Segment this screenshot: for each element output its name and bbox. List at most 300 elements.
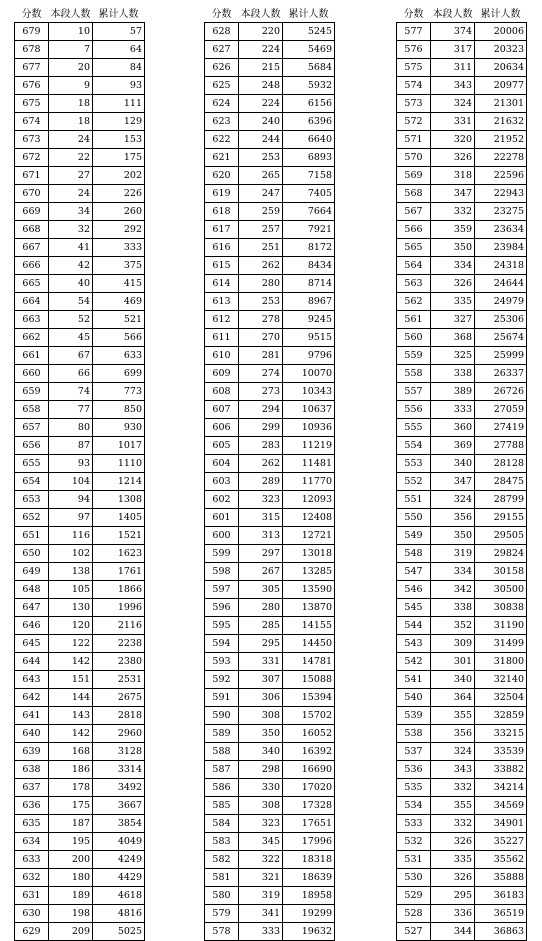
table-row bbox=[205, 725, 335, 743]
cumulative-count-cell: 1521 bbox=[93, 527, 145, 545]
score-cell: 584 bbox=[205, 815, 239, 833]
score-cell: 673 bbox=[15, 131, 49, 149]
score-cell: 655 bbox=[15, 455, 49, 473]
cumulative-count-cell: 22596 bbox=[475, 167, 527, 185]
segment-count-cell: 317 bbox=[431, 41, 475, 59]
table-row bbox=[205, 923, 335, 941]
segment-count-cell: 369 bbox=[431, 437, 475, 455]
cumulative-count-cell: 33215 bbox=[475, 725, 527, 743]
score-cell: 535 bbox=[397, 779, 431, 797]
cumulative-count-cell: 28799 bbox=[475, 491, 527, 509]
segment-count-cell: 330 bbox=[239, 779, 283, 797]
segment-count-cell: 280 bbox=[239, 275, 283, 293]
segment-count-cell: 122 bbox=[49, 635, 93, 653]
cumulative-count-cell: 153 bbox=[93, 131, 145, 149]
score-cell: 618 bbox=[205, 203, 239, 221]
cumulative-count-cell: 23634 bbox=[475, 221, 527, 239]
table-row bbox=[397, 527, 527, 545]
table-row bbox=[397, 761, 527, 779]
cumulative-count-cell: 13018 bbox=[283, 545, 335, 563]
score-cell: 534 bbox=[397, 797, 431, 815]
table-row bbox=[205, 887, 335, 905]
score-cell: 597 bbox=[205, 581, 239, 599]
segment-count-cell: 319 bbox=[431, 545, 475, 563]
table-row bbox=[397, 239, 527, 257]
score-cell: 608 bbox=[205, 383, 239, 401]
cumulative-count-cell: 11219 bbox=[283, 437, 335, 455]
score-cell: 554 bbox=[397, 437, 431, 455]
score-cell: 674 bbox=[15, 113, 49, 131]
segment-count-cell: 20 bbox=[49, 59, 93, 77]
segment-count-cell: 80 bbox=[49, 419, 93, 437]
score-cell: 602 bbox=[205, 491, 239, 509]
cumulative-count-cell: 8172 bbox=[283, 239, 335, 257]
cumulative-count-cell: 10936 bbox=[283, 419, 335, 437]
score-cell: 569 bbox=[397, 167, 431, 185]
table-row bbox=[205, 527, 335, 545]
table-row bbox=[205, 653, 335, 671]
cumulative-count-cell: 32504 bbox=[475, 689, 527, 707]
table-row bbox=[397, 563, 527, 581]
cumulative-count-cell: 34901 bbox=[475, 815, 527, 833]
cumulative-count-cell: 31190 bbox=[475, 617, 527, 635]
table-row bbox=[205, 815, 335, 833]
score-cell: 647 bbox=[15, 599, 49, 617]
segment-count-cell: 332 bbox=[431, 815, 475, 833]
cumulative-count-cell: 30500 bbox=[475, 581, 527, 599]
table-row bbox=[205, 383, 335, 401]
table-row bbox=[205, 275, 335, 293]
score-cell: 546 bbox=[397, 581, 431, 599]
segment-count-cell: 187 bbox=[49, 815, 93, 833]
score-cell: 549 bbox=[397, 527, 431, 545]
segment-count-cell: 333 bbox=[239, 923, 283, 941]
score-cell: 579 bbox=[205, 905, 239, 923]
score-cell: 571 bbox=[397, 131, 431, 149]
score-cell: 563 bbox=[397, 275, 431, 293]
cumulative-count-cell: 13870 bbox=[283, 599, 335, 617]
cumulative-count-cell: 17651 bbox=[283, 815, 335, 833]
score-cell: 576 bbox=[397, 41, 431, 59]
table-row bbox=[205, 401, 335, 419]
segment-count-cell: 270 bbox=[239, 329, 283, 347]
segment-count-cell: 289 bbox=[239, 473, 283, 491]
segment-count-cell: 257 bbox=[239, 221, 283, 239]
segment-count-cell: 340 bbox=[239, 743, 283, 761]
segment-count-cell: 295 bbox=[431, 887, 475, 905]
table-row bbox=[15, 491, 145, 509]
segment-count-cell: 224 bbox=[239, 41, 283, 59]
cumulative-count-cell: 34569 bbox=[475, 797, 527, 815]
segment-count-cell: 324 bbox=[431, 743, 475, 761]
table-row bbox=[397, 653, 527, 671]
score-cell: 573 bbox=[397, 95, 431, 113]
cumulative-count-cell: 11770 bbox=[283, 473, 335, 491]
header-score: 分数 bbox=[15, 8, 49, 23]
cumulative-count-cell: 35562 bbox=[475, 851, 527, 869]
cumulative-count-cell: 1110 bbox=[93, 455, 145, 473]
cumulative-count-cell: 30838 bbox=[475, 599, 527, 617]
segment-count-cell: 94 bbox=[49, 491, 93, 509]
score-cell: 625 bbox=[205, 77, 239, 95]
segment-count-cell: 93 bbox=[49, 455, 93, 473]
table-row bbox=[15, 437, 145, 455]
table-row bbox=[15, 329, 145, 347]
table-row bbox=[205, 599, 335, 617]
table-row bbox=[15, 383, 145, 401]
table-row bbox=[15, 707, 145, 725]
score-cell: 620 bbox=[205, 167, 239, 185]
score-cell: 593 bbox=[205, 653, 239, 671]
table-row bbox=[397, 671, 527, 689]
cumulative-count-cell: 7921 bbox=[283, 221, 335, 239]
cumulative-count-cell: 7405 bbox=[283, 185, 335, 203]
table-row bbox=[15, 59, 145, 77]
score-cell: 580 bbox=[205, 887, 239, 905]
cumulative-count-cell: 17328 bbox=[283, 797, 335, 815]
segment-count-cell: 320 bbox=[431, 131, 475, 149]
segment-count-cell: 389 bbox=[431, 383, 475, 401]
score-cell: 616 bbox=[205, 239, 239, 257]
score-cell: 558 bbox=[397, 365, 431, 383]
segment-count-cell: 54 bbox=[49, 293, 93, 311]
score-cell: 556 bbox=[397, 401, 431, 419]
segment-count-cell: 321 bbox=[239, 869, 283, 887]
table-row bbox=[397, 887, 527, 905]
segment-count-cell: 267 bbox=[239, 563, 283, 581]
table-row bbox=[15, 887, 145, 905]
table-row bbox=[205, 437, 335, 455]
segment-count-cell: 311 bbox=[431, 59, 475, 77]
segment-count-cell: 32 bbox=[49, 221, 93, 239]
score-cell: 646 bbox=[15, 617, 49, 635]
segment-count-cell: 215 bbox=[239, 59, 283, 77]
cumulative-count-cell: 15088 bbox=[283, 671, 335, 689]
score-cell: 641 bbox=[15, 707, 49, 725]
segment-count-cell: 189 bbox=[49, 887, 93, 905]
score-cell: 612 bbox=[205, 311, 239, 329]
segment-count-cell: 356 bbox=[431, 725, 475, 743]
score-cell: 603 bbox=[205, 473, 239, 491]
segment-count-cell: 138 bbox=[49, 563, 93, 581]
table-row bbox=[15, 401, 145, 419]
score-cell: 572 bbox=[397, 113, 431, 131]
cumulative-count-cell: 93 bbox=[93, 77, 145, 95]
cumulative-count-cell: 9245 bbox=[283, 311, 335, 329]
segment-count-cell: 285 bbox=[239, 617, 283, 635]
segment-count-cell: 45 bbox=[49, 329, 93, 347]
table-row bbox=[15, 419, 145, 437]
table-row bbox=[205, 455, 335, 473]
table-row bbox=[15, 761, 145, 779]
cumulative-count-cell: 24644 bbox=[475, 275, 527, 293]
cumulative-count-cell: 27059 bbox=[475, 401, 527, 419]
table-row bbox=[397, 797, 527, 815]
score-cell: 537 bbox=[397, 743, 431, 761]
segment-count-cell: 22 bbox=[49, 149, 93, 167]
table-row bbox=[397, 383, 527, 401]
cumulative-count-cell: 175 bbox=[93, 149, 145, 167]
score-cell: 548 bbox=[397, 545, 431, 563]
score-cell: 650 bbox=[15, 545, 49, 563]
table-row bbox=[205, 563, 335, 581]
score-cell: 660 bbox=[15, 365, 49, 383]
table-row bbox=[205, 617, 335, 635]
segment-count-cell: 313 bbox=[239, 527, 283, 545]
score-cell: 639 bbox=[15, 743, 49, 761]
score-cell: 586 bbox=[205, 779, 239, 797]
segment-count-cell: 324 bbox=[431, 491, 475, 509]
score-cell: 636 bbox=[15, 797, 49, 815]
segment-count-cell: 374 bbox=[431, 23, 475, 41]
cumulative-count-cell: 202 bbox=[93, 167, 145, 185]
score-cell: 668 bbox=[15, 221, 49, 239]
table-row bbox=[15, 275, 145, 293]
score-cell: 676 bbox=[15, 77, 49, 95]
table-row bbox=[397, 95, 527, 113]
cumulative-count-cell: 26726 bbox=[475, 383, 527, 401]
segment-count-cell: 356 bbox=[431, 509, 475, 527]
cumulative-count-cell: 19299 bbox=[283, 905, 335, 923]
score-cell: 600 bbox=[205, 527, 239, 545]
score-cell: 564 bbox=[397, 257, 431, 275]
cumulative-count-cell: 32140 bbox=[475, 671, 527, 689]
segment-count-cell: 343 bbox=[431, 77, 475, 95]
score-cell: 661 bbox=[15, 347, 49, 365]
table-row bbox=[205, 149, 335, 167]
table-row bbox=[205, 77, 335, 95]
score-cell: 533 bbox=[397, 815, 431, 833]
segment-count-cell: 342 bbox=[431, 581, 475, 599]
table-row bbox=[397, 509, 527, 527]
segment-count-cell: 338 bbox=[431, 599, 475, 617]
score-cell: 540 bbox=[397, 689, 431, 707]
segment-count-cell: 220 bbox=[239, 23, 283, 41]
cumulative-count-cell: 6640 bbox=[283, 131, 335, 149]
table-row bbox=[15, 545, 145, 563]
cumulative-count-cell: 3314 bbox=[93, 761, 145, 779]
table-row bbox=[397, 455, 527, 473]
table-row bbox=[15, 653, 145, 671]
cumulative-count-cell: 4049 bbox=[93, 833, 145, 851]
score-cell: 652 bbox=[15, 509, 49, 527]
table-row bbox=[397, 167, 527, 185]
score-cell: 590 bbox=[205, 707, 239, 725]
segment-count-cell: 200 bbox=[49, 851, 93, 869]
cumulative-count-cell: 14781 bbox=[283, 653, 335, 671]
table-row bbox=[205, 221, 335, 239]
cumulative-count-cell: 24318 bbox=[475, 257, 527, 275]
cumulative-count-cell: 10070 bbox=[283, 365, 335, 383]
table-row bbox=[397, 599, 527, 617]
score-cell: 605 bbox=[205, 437, 239, 455]
score-cell: 645 bbox=[15, 635, 49, 653]
table-row bbox=[15, 365, 145, 383]
table-row bbox=[15, 473, 145, 491]
cumulative-count-cell: 13590 bbox=[283, 581, 335, 599]
segment-count-cell: 168 bbox=[49, 743, 93, 761]
table-row bbox=[205, 167, 335, 185]
cumulative-count-cell: 129 bbox=[93, 113, 145, 131]
table-row bbox=[15, 815, 145, 833]
segment-count-cell: 347 bbox=[431, 473, 475, 491]
segment-count-cell: 186 bbox=[49, 761, 93, 779]
score-cell: 678 bbox=[15, 41, 49, 59]
table-row bbox=[15, 527, 145, 545]
table-row bbox=[397, 815, 527, 833]
score-cell: 582 bbox=[205, 851, 239, 869]
segment-count-cell: 24 bbox=[49, 185, 93, 203]
cumulative-count-cell: 10343 bbox=[283, 383, 335, 401]
segment-count-cell: 315 bbox=[239, 509, 283, 527]
segment-count-cell: 24 bbox=[49, 131, 93, 149]
header-cumulative-count: 累计人数 bbox=[475, 8, 527, 23]
cumulative-count-cell: 4429 bbox=[93, 869, 145, 887]
table-row bbox=[15, 149, 145, 167]
segment-count-cell: 274 bbox=[239, 365, 283, 383]
segment-count-cell: 327 bbox=[431, 311, 475, 329]
table-row bbox=[15, 509, 145, 527]
segment-count-cell: 105 bbox=[49, 581, 93, 599]
cumulative-count-cell: 8967 bbox=[283, 293, 335, 311]
cumulative-count-cell: 773 bbox=[93, 383, 145, 401]
cumulative-count-cell: 20323 bbox=[475, 41, 527, 59]
score-cell: 615 bbox=[205, 257, 239, 275]
score-cell: 638 bbox=[15, 761, 49, 779]
table-row bbox=[397, 401, 527, 419]
table-row bbox=[205, 257, 335, 275]
cumulative-count-cell: 226 bbox=[93, 185, 145, 203]
score-cell: 587 bbox=[205, 761, 239, 779]
cumulative-count-cell: 35888 bbox=[475, 869, 527, 887]
table-row bbox=[15, 689, 145, 707]
segment-count-cell: 280 bbox=[239, 599, 283, 617]
table-row bbox=[15, 635, 145, 653]
table-row bbox=[397, 311, 527, 329]
score-cell: 657 bbox=[15, 419, 49, 437]
table-row bbox=[397, 617, 527, 635]
score-cell: 530 bbox=[397, 869, 431, 887]
table-row bbox=[205, 23, 335, 41]
cumulative-count-cell: 20977 bbox=[475, 77, 527, 95]
cumulative-count-cell: 2116 bbox=[93, 617, 145, 635]
segment-count-cell: 283 bbox=[239, 437, 283, 455]
segment-count-cell: 307 bbox=[239, 671, 283, 689]
table-row bbox=[205, 851, 335, 869]
cumulative-count-cell: 57 bbox=[93, 23, 145, 41]
cumulative-count-cell: 3492 bbox=[93, 779, 145, 797]
segment-count-cell: 299 bbox=[239, 419, 283, 437]
table-row bbox=[205, 779, 335, 797]
table-row bbox=[15, 347, 145, 365]
segment-count-cell: 333 bbox=[431, 401, 475, 419]
table-row bbox=[15, 455, 145, 473]
header-score: 分数 bbox=[205, 8, 239, 23]
segment-count-cell: 9 bbox=[49, 77, 93, 95]
score-cell: 664 bbox=[15, 293, 49, 311]
table-row bbox=[15, 617, 145, 635]
cumulative-count-cell: 469 bbox=[93, 293, 145, 311]
segment-count-cell: 331 bbox=[431, 113, 475, 131]
segment-count-cell: 224 bbox=[239, 95, 283, 113]
table-row bbox=[15, 167, 145, 185]
score-cell: 663 bbox=[15, 311, 49, 329]
table-row bbox=[15, 257, 145, 275]
table-row bbox=[397, 293, 527, 311]
cumulative-count-cell: 2818 bbox=[93, 707, 145, 725]
cumulative-count-cell: 20634 bbox=[475, 59, 527, 77]
score-cell: 651 bbox=[15, 527, 49, 545]
table-row bbox=[397, 347, 527, 365]
score-cell: 621 bbox=[205, 149, 239, 167]
score-table bbox=[204, 8, 335, 941]
segment-count-cell: 340 bbox=[431, 455, 475, 473]
cumulative-count-cell: 29505 bbox=[475, 527, 527, 545]
cumulative-count-cell: 26337 bbox=[475, 365, 527, 383]
score-cell: 536 bbox=[397, 761, 431, 779]
score-cell: 538 bbox=[397, 725, 431, 743]
cumulative-count-cell: 34214 bbox=[475, 779, 527, 797]
cumulative-count-cell: 111 bbox=[93, 95, 145, 113]
cumulative-count-cell: 7664 bbox=[283, 203, 335, 221]
cumulative-count-cell: 31800 bbox=[475, 653, 527, 671]
score-cell: 599 bbox=[205, 545, 239, 563]
score-cell: 617 bbox=[205, 221, 239, 239]
score-cell: 567 bbox=[397, 203, 431, 221]
segment-count-cell: 178 bbox=[49, 779, 93, 797]
cumulative-count-cell: 36183 bbox=[475, 887, 527, 905]
score-cell: 595 bbox=[205, 617, 239, 635]
cumulative-count-cell: 84 bbox=[93, 59, 145, 77]
score-cell: 559 bbox=[397, 347, 431, 365]
score-cell: 585 bbox=[205, 797, 239, 815]
header-row bbox=[397, 8, 527, 23]
table-row bbox=[205, 905, 335, 923]
table-row bbox=[397, 635, 527, 653]
segment-count-cell: 180 bbox=[49, 869, 93, 887]
table-row bbox=[15, 293, 145, 311]
segment-count-cell: 66 bbox=[49, 365, 93, 383]
table-row bbox=[205, 365, 335, 383]
score-table-block-2 bbox=[204, 8, 335, 941]
segment-count-cell: 350 bbox=[431, 239, 475, 257]
table-row bbox=[15, 131, 145, 149]
segment-count-cell: 360 bbox=[431, 419, 475, 437]
table-row bbox=[15, 599, 145, 617]
table-row bbox=[205, 185, 335, 203]
segment-count-cell: 352 bbox=[431, 617, 475, 635]
table-row bbox=[15, 77, 145, 95]
cumulative-count-cell: 29155 bbox=[475, 509, 527, 527]
segment-count-cell: 10 bbox=[49, 23, 93, 41]
segment-count-cell: 278 bbox=[239, 311, 283, 329]
table-row bbox=[15, 239, 145, 257]
score-cell: 555 bbox=[397, 419, 431, 437]
header-segment-count: 本段人数 bbox=[431, 8, 475, 23]
segment-count-cell: 40 bbox=[49, 275, 93, 293]
segment-count-cell: 297 bbox=[239, 545, 283, 563]
table-row bbox=[397, 437, 527, 455]
table-row bbox=[397, 203, 527, 221]
segment-count-cell: 332 bbox=[431, 203, 475, 221]
score-cell: 637 bbox=[15, 779, 49, 797]
score-cell: 560 bbox=[397, 329, 431, 347]
cumulative-count-cell: 17020 bbox=[283, 779, 335, 797]
score-cell: 565 bbox=[397, 239, 431, 257]
table-row bbox=[205, 581, 335, 599]
table-row bbox=[397, 113, 527, 131]
score-cell: 643 bbox=[15, 671, 49, 689]
